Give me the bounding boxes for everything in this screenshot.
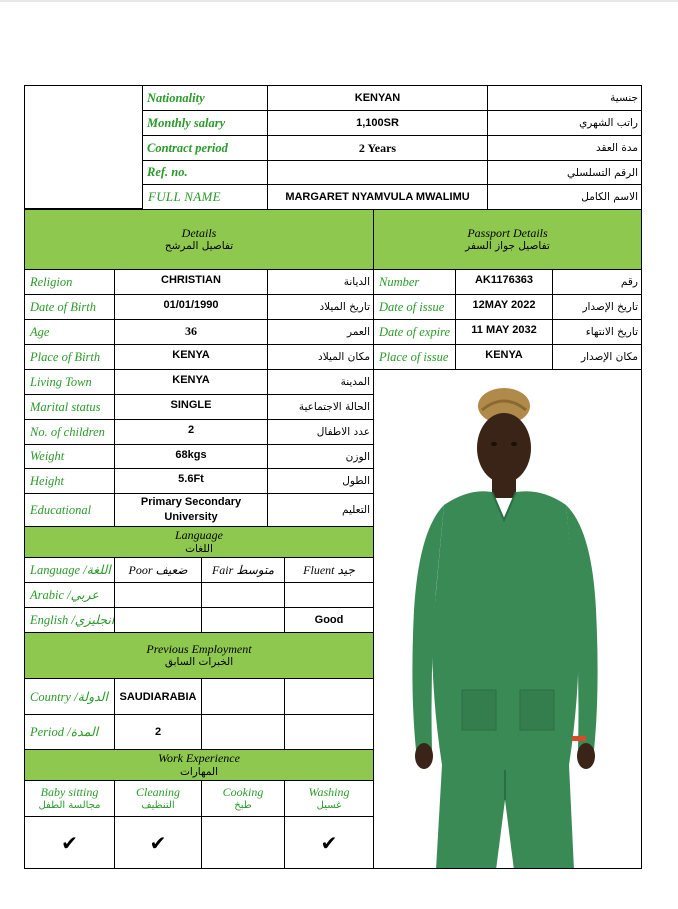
details-header-en: Details [181, 225, 217, 240]
children-arabic: عدد الاطفال [267, 419, 374, 445]
living-town-label: Living Town [24, 369, 115, 395]
salary-label: Monthly salary [142, 110, 268, 136]
dob-arabic: تاريخ الميلاد [267, 294, 374, 320]
contract-value: 2 Years [267, 135, 488, 161]
living-town-value: KENYA [114, 369, 268, 395]
height-value: 5.6Ft [114, 468, 268, 494]
salary-arabic: راتب الشهري [487, 110, 642, 136]
pob-label: Place of Birth [24, 344, 115, 370]
education-label: Educational [24, 493, 115, 527]
fullname-arabic: الاسم الكامل [487, 184, 642, 210]
english-poor-cell [114, 607, 202, 633]
fullname-label: FULL NAME [142, 184, 268, 210]
skill-cooking [201, 780, 285, 817]
issue-date-label: Date of issue [373, 294, 456, 320]
check-washing: ✔ [284, 816, 374, 869]
check-cooking [201, 816, 285, 869]
skill-baby-sitting-ar: مجالسة الطفل [38, 799, 101, 811]
skill-washing [284, 780, 374, 817]
weight-arabic: الوزن [267, 444, 374, 469]
age-arabic: العمر [267, 319, 374, 345]
ref-arabic: الرقم التسلسلي [487, 160, 642, 185]
expire-date-value: 11 MAY 2032 [455, 319, 553, 345]
english-fair-cell [201, 607, 285, 633]
header-blank-cell [24, 85, 143, 209]
education-line1: Primary Secondary [140, 496, 242, 509]
weight-label: Weight [24, 444, 115, 469]
skill-cleaning-en: Cleaning [136, 785, 180, 800]
language-header [24, 526, 374, 558]
education-value [114, 493, 268, 527]
marital-label: Marital status [24, 394, 115, 420]
employment-header [24, 632, 374, 679]
country-extra-cell-1 [201, 678, 285, 715]
marital-arabic: الحالة الاجتماعية [267, 394, 374, 420]
period-extra-cell-1 [201, 714, 285, 750]
issue-place-arabic: مكان الإصدار [552, 344, 642, 370]
children-value: 2 [114, 419, 268, 445]
nationality-value: KENYAN [267, 85, 488, 111]
contract-label: Contract period [142, 135, 268, 161]
arabic-poor-cell [114, 582, 202, 608]
skill-cooking-ar: طبخ [234, 799, 252, 811]
education-line2: University [164, 511, 218, 523]
arabic-fluent-cell [284, 582, 374, 608]
english-fluent-cell: Good [284, 607, 374, 633]
top-divider [0, 0, 678, 2]
employment-header-ar: الخبرات السابق [164, 656, 234, 669]
marital-value: SINGLE [114, 394, 268, 420]
arabic-fair-cell [201, 582, 285, 608]
ref-value [267, 160, 488, 185]
country-value: SAUDIARABIA [114, 678, 202, 715]
check-cleaning: ✔ [114, 816, 202, 869]
skill-washing-ar: غسيل [316, 799, 342, 811]
passport-header-en: Passport Details [467, 225, 548, 240]
english-label: English /انجليزي [24, 607, 115, 633]
expire-date-label: Date of expire [373, 319, 456, 345]
language-header-ar: اللغات [185, 542, 213, 555]
pob-value: KENYA [114, 344, 268, 370]
expire-date-arabic: تاريخ الانتهاء [552, 319, 642, 345]
living-town-arabic: المدينة [267, 369, 374, 395]
country-label: Country /الدولة [24, 678, 115, 715]
candidate-photo [373, 369, 642, 869]
salary-value: 1,100SR [267, 110, 488, 136]
level-fluent: Fluent جيد [284, 557, 374, 583]
skill-cleaning [114, 780, 202, 817]
skill-cleaning-ar: التنظيف [141, 799, 175, 811]
level-poor: Poor ضعيف [114, 557, 202, 583]
work-header [24, 749, 374, 781]
nationality-label: Nationality [142, 85, 268, 111]
language-header-en: Language [175, 528, 223, 543]
arabic-label: Arabic /عربي [24, 582, 115, 608]
skill-baby-sitting-en: Baby sitting [40, 785, 99, 800]
contract-arabic: مدة العقد [487, 135, 642, 161]
skill-baby-sitting [24, 780, 115, 817]
period-extra-cell-2 [284, 714, 374, 750]
issue-place-value: KENYA [455, 344, 553, 370]
religion-arabic: الديانة [267, 269, 374, 295]
skill-cooking-en: Cooking [222, 785, 264, 800]
height-label: Height [24, 468, 115, 494]
ref-label: Ref. no. [142, 160, 268, 185]
passport-header [373, 209, 642, 270]
passport-number-arabic: رقم [552, 269, 642, 295]
period-label: Period /المدة [24, 714, 115, 750]
dob-value: 01/01/1990 [114, 294, 268, 320]
fullname-value: MARGARET NYAMVULA MWALIMU [267, 184, 488, 210]
skill-washing-en: Washing [308, 785, 350, 800]
passport-header-ar: تفاصيل جواز السفر [465, 240, 550, 253]
children-label: No. of children [24, 419, 115, 445]
age-label: Age [24, 319, 115, 345]
country-extra-cell-2 [284, 678, 374, 715]
language-col-label: Language /اللغة [24, 557, 115, 583]
passport-number-value: AK1176363 [455, 269, 553, 295]
pob-arabic: مكان الميلاد [267, 344, 374, 370]
details-header-ar: تفاصيل المرشح [164, 240, 234, 253]
passport-number-label: Number [373, 269, 456, 295]
work-header-en: Work Experience [158, 751, 240, 766]
person-figure [374, 370, 642, 869]
period-value: 2 [114, 714, 202, 750]
issue-date-value: 12MAY 2022 [455, 294, 553, 320]
employment-header-en: Previous Employment [146, 641, 252, 656]
work-header-ar: المهارات [179, 765, 219, 778]
age-value: 36 [114, 319, 268, 345]
education-arabic: التعليم [267, 493, 374, 527]
level-fair: Fair متوسط [201, 557, 285, 583]
religion-label: Religion [24, 269, 115, 295]
issue-date-arabic: تاريخ الإصدار [552, 294, 642, 320]
details-header [24, 209, 374, 270]
dob-label: Date of Birth [24, 294, 115, 320]
check-baby-sitting: ✔ [24, 816, 115, 869]
issue-place-label: Place of issue [373, 344, 456, 370]
height-arabic: الطول [267, 468, 374, 494]
nationality-arabic: جنسية [487, 85, 642, 111]
weight-value: 68kgs [114, 444, 268, 469]
religion-value: CHRISTIAN [114, 269, 268, 295]
